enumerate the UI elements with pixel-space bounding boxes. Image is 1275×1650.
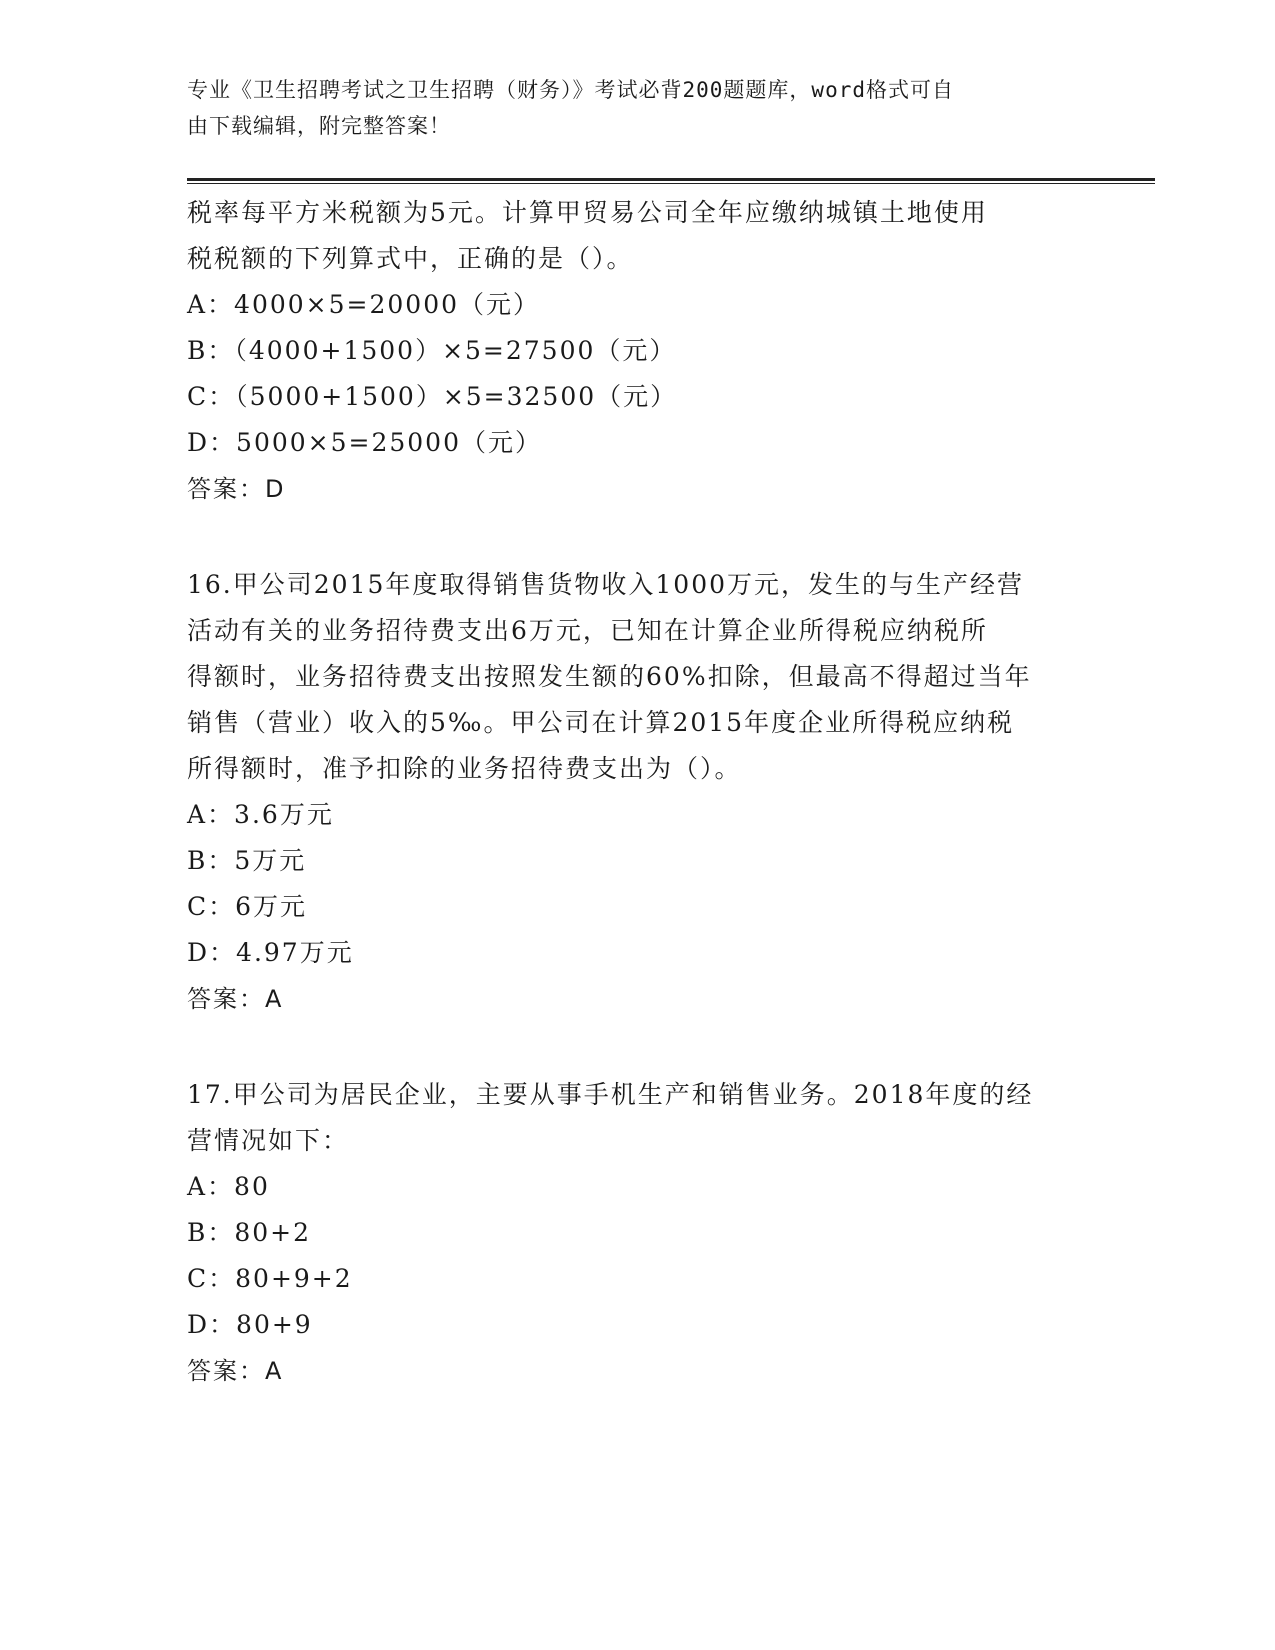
spacer <box>187 512 1092 562</box>
option-a: A：80 <box>187 1172 270 1201</box>
question-16 <box>187 562 1092 1022</box>
spacer <box>187 1022 1092 1072</box>
header-divider-thin <box>187 183 1155 184</box>
header-divider-thick <box>187 178 1155 181</box>
answer-line: 答案：A <box>187 1357 284 1385</box>
option-b: B：（4000+1500）×5=27500（元） <box>187 336 677 365</box>
header-line-1: 专业《卫生招聘考试之卫生招聘（财务）》考试必背200题题库，word格式可自 <box>187 78 954 102</box>
question-17 <box>187 1072 1092 1394</box>
question-text-line: 活动有关的业务招待费支出6万元，已知在计算企业所得税应纳税所 <box>187 616 988 645</box>
option-c: C：（5000+1500）×5=32500（元） <box>187 382 678 411</box>
question-text-line: 税税额的下列算式中，正确的是（）。 <box>187 244 634 273</box>
question-text-line: 16.甲公司2015年度取得销售货物收入1000万元，发生的与生产经营 <box>187 570 1025 599</box>
option-d: D：80+9 <box>187 1310 313 1339</box>
option-c: C：80+9+2 <box>187 1264 353 1293</box>
answer-line: 答案：D <box>187 475 286 503</box>
question-text-line: 营情况如下： <box>187 1126 350 1155</box>
option-d: D：5000×5=25000（元） <box>187 428 542 457</box>
option-a: A：4000×5=20000（元） <box>187 290 541 319</box>
question-text-line: 税率每平方米税额为5元。计算甲贸易公司全年应缴纳城镇土地使用 <box>187 198 988 227</box>
option-b: B：80+2 <box>187 1218 312 1247</box>
document-header <box>187 72 1067 144</box>
question-text-line: 得额时，业务招待费支出按照发生额的60%扣除，但最高不得超过当年 <box>187 662 1032 691</box>
header-line-2: 由下载编辑，附完整答案！ <box>187 114 451 138</box>
question-text-line: 销售（营业）收入的5‰。甲公司在计算2015年度企业所得税应纳税 <box>187 708 1015 737</box>
document-body <box>187 190 1092 1394</box>
option-a: A：3.6万元 <box>187 800 334 829</box>
option-c: C：6万元 <box>187 892 308 921</box>
option-d: D：4.97万元 <box>187 938 354 967</box>
question-15-continuation <box>187 190 1092 512</box>
option-b: B：5万元 <box>187 846 307 875</box>
answer-line: 答案：A <box>187 985 284 1013</box>
question-text-line: 所得额时，准予扣除的业务招待费支出为（）。 <box>187 754 742 783</box>
question-text-line: 17.甲公司为居民企业，主要从事手机生产和销售业务。2018年度的经 <box>187 1080 1034 1109</box>
